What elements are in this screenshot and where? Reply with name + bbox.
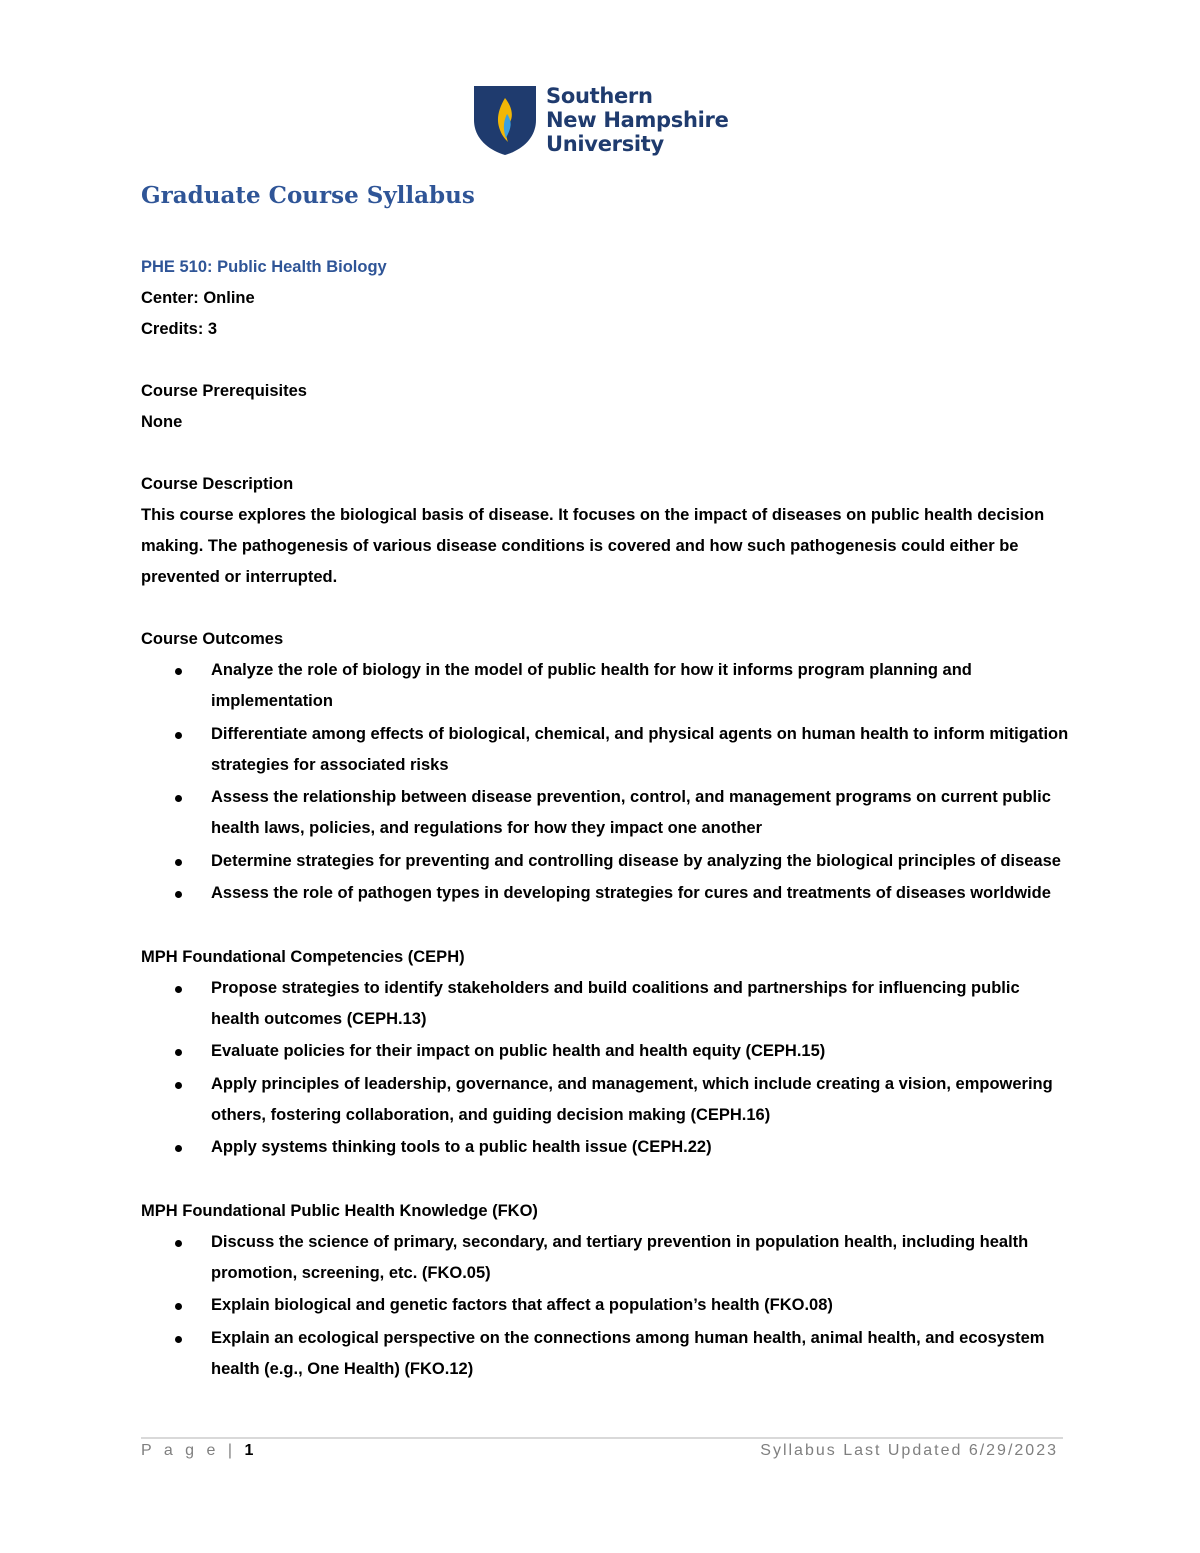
logo-line-1: Southern bbox=[546, 84, 653, 108]
syllabus-body bbox=[141, 252, 1071, 1386]
list-item: Assess the relationship between disease prevention, control, and management programs on current public health laws, policies, and regulations for how they impact one another bbox=[141, 782, 1071, 844]
fko-heading: MPH Foundational Public Health Knowledge (FKO) bbox=[141, 1201, 538, 1220]
course-center: Center: Online bbox=[141, 289, 255, 307]
list-item: Discuss the science of primary, secondary, and tertiary prevention in population health, including health promotion, screening, etc. (FKO.05) bbox=[141, 1227, 1071, 1289]
ceph-heading: MPH Foundational Competencies (CEPH) bbox=[141, 947, 465, 966]
list-item: Assess the role of pathogen types in developing strategies for cures and treatments of diseases worldwide bbox=[141, 878, 1071, 909]
course-code-title: PHE 510: Public Health Biology bbox=[141, 258, 387, 276]
footer-page bbox=[141, 1442, 253, 1460]
list-item: Explain biological and genetic factors that affect a population’s health (FKO.08) bbox=[141, 1290, 1071, 1321]
list-item: Analyze the role of biology in the model of public health for how it informs program planning and implementation bbox=[141, 655, 1071, 717]
prerequisites-value: None bbox=[141, 413, 183, 431]
list-item: Explain an ecological perspective on the connections among human health, animal health, and ecosystem health (e.g., One Health) (FKO.12) bbox=[141, 1323, 1071, 1385]
list-item: Apply systems thinking tools to a public health issue (CEPH.22) bbox=[141, 1132, 1071, 1163]
prerequisites-heading: Course Prerequisites bbox=[141, 382, 307, 400]
list-item: Determine strategies for preventing and controlling disease by analyzing the biological principles of disease bbox=[141, 846, 1071, 877]
list-item: Differentiate among effects of biological, chemical, and physical agents on human health to inform mitigation strategies for associated risks bbox=[141, 719, 1071, 781]
fko-list bbox=[141, 1227, 1071, 1385]
course-credits: Credits: 3 bbox=[141, 320, 218, 338]
logo-line-3: University bbox=[546, 132, 664, 156]
list-item: Evaluate policies for their impact on public health and health equity (CEPH.15) bbox=[141, 1036, 1071, 1067]
description-heading: Course Description bbox=[141, 475, 294, 493]
description-text: This course explores the biological basis of disease. It focuses on the impact of diseases on public health decision making. The pathogenesis of various disease conditions is covered and how such pathogenesis could either be prevented or interrupted. bbox=[141, 506, 1045, 586]
logo-line-2: New Hampshire bbox=[546, 108, 729, 132]
page-number: 1 bbox=[244, 1442, 254, 1459]
page-label: P a g e | bbox=[141, 1442, 237, 1459]
ceph-list bbox=[141, 973, 1071, 1164]
outcomes-heading: Course Outcomes bbox=[141, 630, 284, 648]
footer-divider bbox=[141, 1437, 1063, 1439]
document-title: Graduate Course Syllabus bbox=[141, 182, 475, 209]
list-item: Apply principles of leadership, governance, and management, which include creating a vision, empowering others, fostering collaboration, and guiding decision making (CEPH.16) bbox=[141, 1069, 1071, 1131]
university-logo bbox=[472, 84, 742, 160]
shield-flame-icon bbox=[472, 84, 538, 156]
outcomes-list bbox=[141, 655, 1071, 909]
list-item: Propose strategies to identify stakeholders and build coalitions and partnerships for influencing public health outcomes (CEPH.13) bbox=[141, 973, 1071, 1035]
footer-updated: Syllabus Last Updated 6/29/2023 bbox=[760, 1442, 1058, 1459]
